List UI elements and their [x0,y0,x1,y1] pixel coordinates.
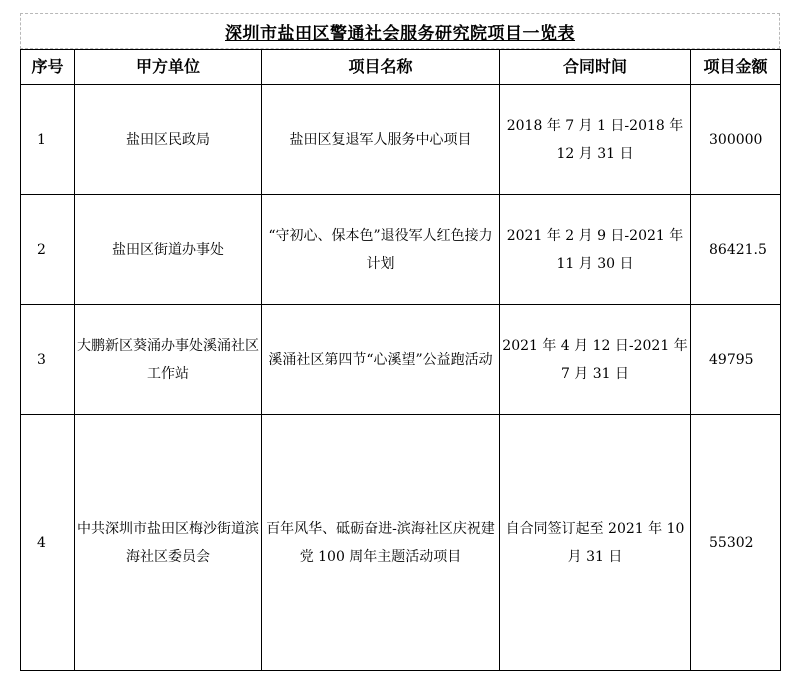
row-party-a-cell [75,85,262,195]
row-amount-cell [691,195,781,305]
row-period: 2018 年 7 月 1 日-2018 年 12 月 31 日 [506,117,684,162]
row-amount-cell [691,415,781,671]
row-period-cell [500,305,691,415]
header-amount: 项目金额 [691,50,781,85]
project-table [20,49,781,671]
row-project-cell [262,195,500,305]
table-row [21,195,781,305]
table-row [21,85,781,195]
row-amount-cell [691,305,781,415]
row-project: 溪涌社区第四节“心溪望”公益跑活动 [268,351,493,368]
row-period-cell [500,85,691,195]
row-index-cell [21,195,75,305]
row-index: 3 [37,351,46,368]
header-row [21,50,781,85]
row-party-a-cell [75,195,262,305]
row-project-cell [262,85,500,195]
header-index: 序号 [21,50,75,85]
row-amount-cell [691,85,781,195]
row-index: 2 [37,241,46,258]
row-period: 2021 年 2 月 9 日-2021 年 11 月 30 日 [506,227,684,272]
row-project: 盐田区复退军人服务中心项目 [289,131,472,148]
project-list-sheet [20,13,780,671]
row-project: “守初心、保本色”退役军人红色接力计划 [268,227,493,272]
row-amount: 55302 [709,534,754,551]
row-index: 1 [37,131,46,148]
row-project-cell [262,415,500,671]
title-row [20,13,780,49]
row-period: 自合同签订起至 2021 年 10 月 31 日 [505,520,685,565]
row-party-a: 盐田区民政局 [126,131,210,148]
row-party-a: 中共深圳市盐田区梅沙街道滨海社区委员会 [77,520,259,565]
table-row [21,305,781,415]
row-amount: 86421.5 [709,241,767,258]
header-period: 合同时间 [500,50,691,85]
row-index: 4 [37,534,46,551]
row-amount: 300000 [709,131,763,148]
row-period-cell [500,195,691,305]
row-party-a: 盐田区街道办事处 [112,241,224,258]
row-period: 2021 年 4 月 12 日-2021 年 7 月 31 日 [502,337,688,382]
row-index-cell [21,415,75,671]
row-project-cell [262,305,500,415]
table-title: 深圳市盐田区警通社会服务研究院项目一览表 [225,23,575,44]
row-party-a-cell [75,305,262,415]
row-index-cell [21,85,75,195]
row-party-a-cell [75,415,262,671]
row-index-cell [21,305,75,415]
table-row [21,415,781,671]
header-party-a: 甲方单位 [75,50,262,85]
row-period-cell [500,415,691,671]
row-amount: 49795 [709,351,754,368]
row-project: 百年风华、砥砺奋进-滨海社区庆祝建党 100 周年主题活动项目 [266,520,495,565]
row-party-a: 大鹏新区葵涌办事处溪涌社区工作站 [77,337,259,382]
header-project: 项目名称 [262,50,500,85]
